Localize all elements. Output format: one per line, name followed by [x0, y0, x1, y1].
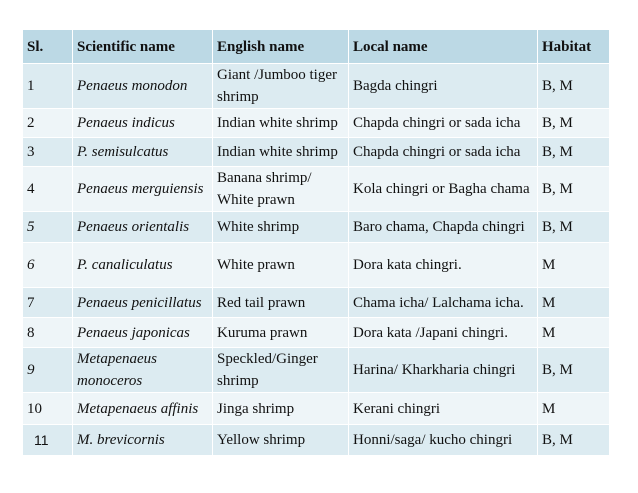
- cell-local-name: Kola chingri or Bagha chama: [349, 167, 538, 212]
- cell-english-name: Red tail prawn: [213, 288, 349, 318]
- cell-serial: 8: [23, 318, 73, 348]
- shrimp-species-table: [22, 29, 610, 456]
- table-row: [23, 288, 610, 318]
- cell-scientific-name: Penaeus japonicas: [73, 318, 213, 348]
- table-row: [23, 425, 610, 456]
- cell-habitat: B, M: [538, 167, 610, 212]
- table-row: [23, 212, 610, 243]
- cell-scientific-name: P. semisulcatus: [73, 138, 213, 167]
- cell-serial: 2: [23, 109, 73, 138]
- cell-habitat: B, M: [538, 64, 610, 109]
- cell-english-name: Banana shrimp/ White prawn: [213, 167, 349, 212]
- cell-serial: 6: [23, 243, 73, 288]
- header-serial: Sl.: [23, 30, 73, 64]
- cell-scientific-name: Penaeus monodon: [73, 64, 213, 109]
- cell-local-name: Chapda chingri or sada icha: [349, 109, 538, 138]
- cell-habitat: M: [538, 318, 610, 348]
- cell-english-name: White shrimp: [213, 212, 349, 243]
- cell-habitat: M: [538, 288, 610, 318]
- cell-scientific-name: P. canaliculatus: [73, 243, 213, 288]
- cell-local-name: Bagda chingri: [349, 64, 538, 109]
- header-scientific-name: Scientific name: [73, 30, 213, 64]
- cell-habitat: B, M: [538, 212, 610, 243]
- cell-local-name: Kerani chingri: [349, 393, 538, 425]
- header-habitat: Habitat: [538, 30, 610, 64]
- cell-local-name: Dora kata /Japani chingri.: [349, 318, 538, 348]
- cell-local-name: Chama icha/ Lalchama icha.: [349, 288, 538, 318]
- cell-scientific-name: Penaeus merguiensis: [73, 167, 213, 212]
- table-row: [23, 348, 610, 393]
- cell-english-name: Jinga shrimp: [213, 393, 349, 425]
- cell-english-name: Kuruma prawn: [213, 318, 349, 348]
- cell-scientific-name: Metapenaeus monoceros: [73, 348, 213, 393]
- cell-scientific-name: Penaeus penicillatus: [73, 288, 213, 318]
- cell-serial: 4: [23, 167, 73, 212]
- cell-english-name: Indian white shrimp: [213, 138, 349, 167]
- cell-english-name: White prawn: [213, 243, 349, 288]
- cell-english-name: Speckled/Ginger shrimp: [213, 348, 349, 393]
- cell-local-name: Honni/saga/ kucho chingri: [349, 425, 538, 456]
- cell-serial: 1: [23, 64, 73, 109]
- shrimp-species-table-container: [22, 29, 609, 456]
- cell-serial: 7: [23, 288, 73, 318]
- cell-habitat: B, M: [538, 348, 610, 393]
- cell-habitat: B, M: [538, 138, 610, 167]
- table-header-row: [23, 30, 610, 64]
- cell-local-name: Harina/ Kharkharia chingri: [349, 348, 538, 393]
- cell-local-name: Baro chama, Chapda chingri: [349, 212, 538, 243]
- table-row: [23, 64, 610, 109]
- cell-english-name: Giant /Jumboo tiger shrimp: [213, 64, 349, 109]
- table-row: [23, 167, 610, 212]
- cell-english-name: Yellow shrimp: [213, 425, 349, 456]
- cell-scientific-name: M. brevicornis: [73, 425, 213, 456]
- cell-serial: 5: [23, 212, 73, 243]
- cell-scientific-name: Penaeus orientalis: [73, 212, 213, 243]
- cell-local-name: Chapda chingri or sada icha: [349, 138, 538, 167]
- cell-english-name: Indian white shrimp: [213, 109, 349, 138]
- cell-local-name: Dora kata chingri.: [349, 243, 538, 288]
- cell-habitat: M: [538, 393, 610, 425]
- cell-serial: 3: [23, 138, 73, 167]
- header-local-name: Local name: [349, 30, 538, 64]
- cell-scientific-name: Penaeus indicus: [73, 109, 213, 138]
- cell-serial: 11: [23, 425, 73, 456]
- table-row: [23, 393, 610, 425]
- table-row: [23, 243, 610, 288]
- cell-habitat: M: [538, 243, 610, 288]
- cell-serial: 10: [23, 393, 73, 425]
- cell-scientific-name: Metapenaeus affinis: [73, 393, 213, 425]
- header-english-name: English name: [213, 30, 349, 64]
- table-row: [23, 318, 610, 348]
- table-row: [23, 109, 610, 138]
- cell-habitat: B, M: [538, 425, 610, 456]
- cell-habitat: B, M: [538, 109, 610, 138]
- table-row: [23, 138, 610, 167]
- cell-serial: 9: [23, 348, 73, 393]
